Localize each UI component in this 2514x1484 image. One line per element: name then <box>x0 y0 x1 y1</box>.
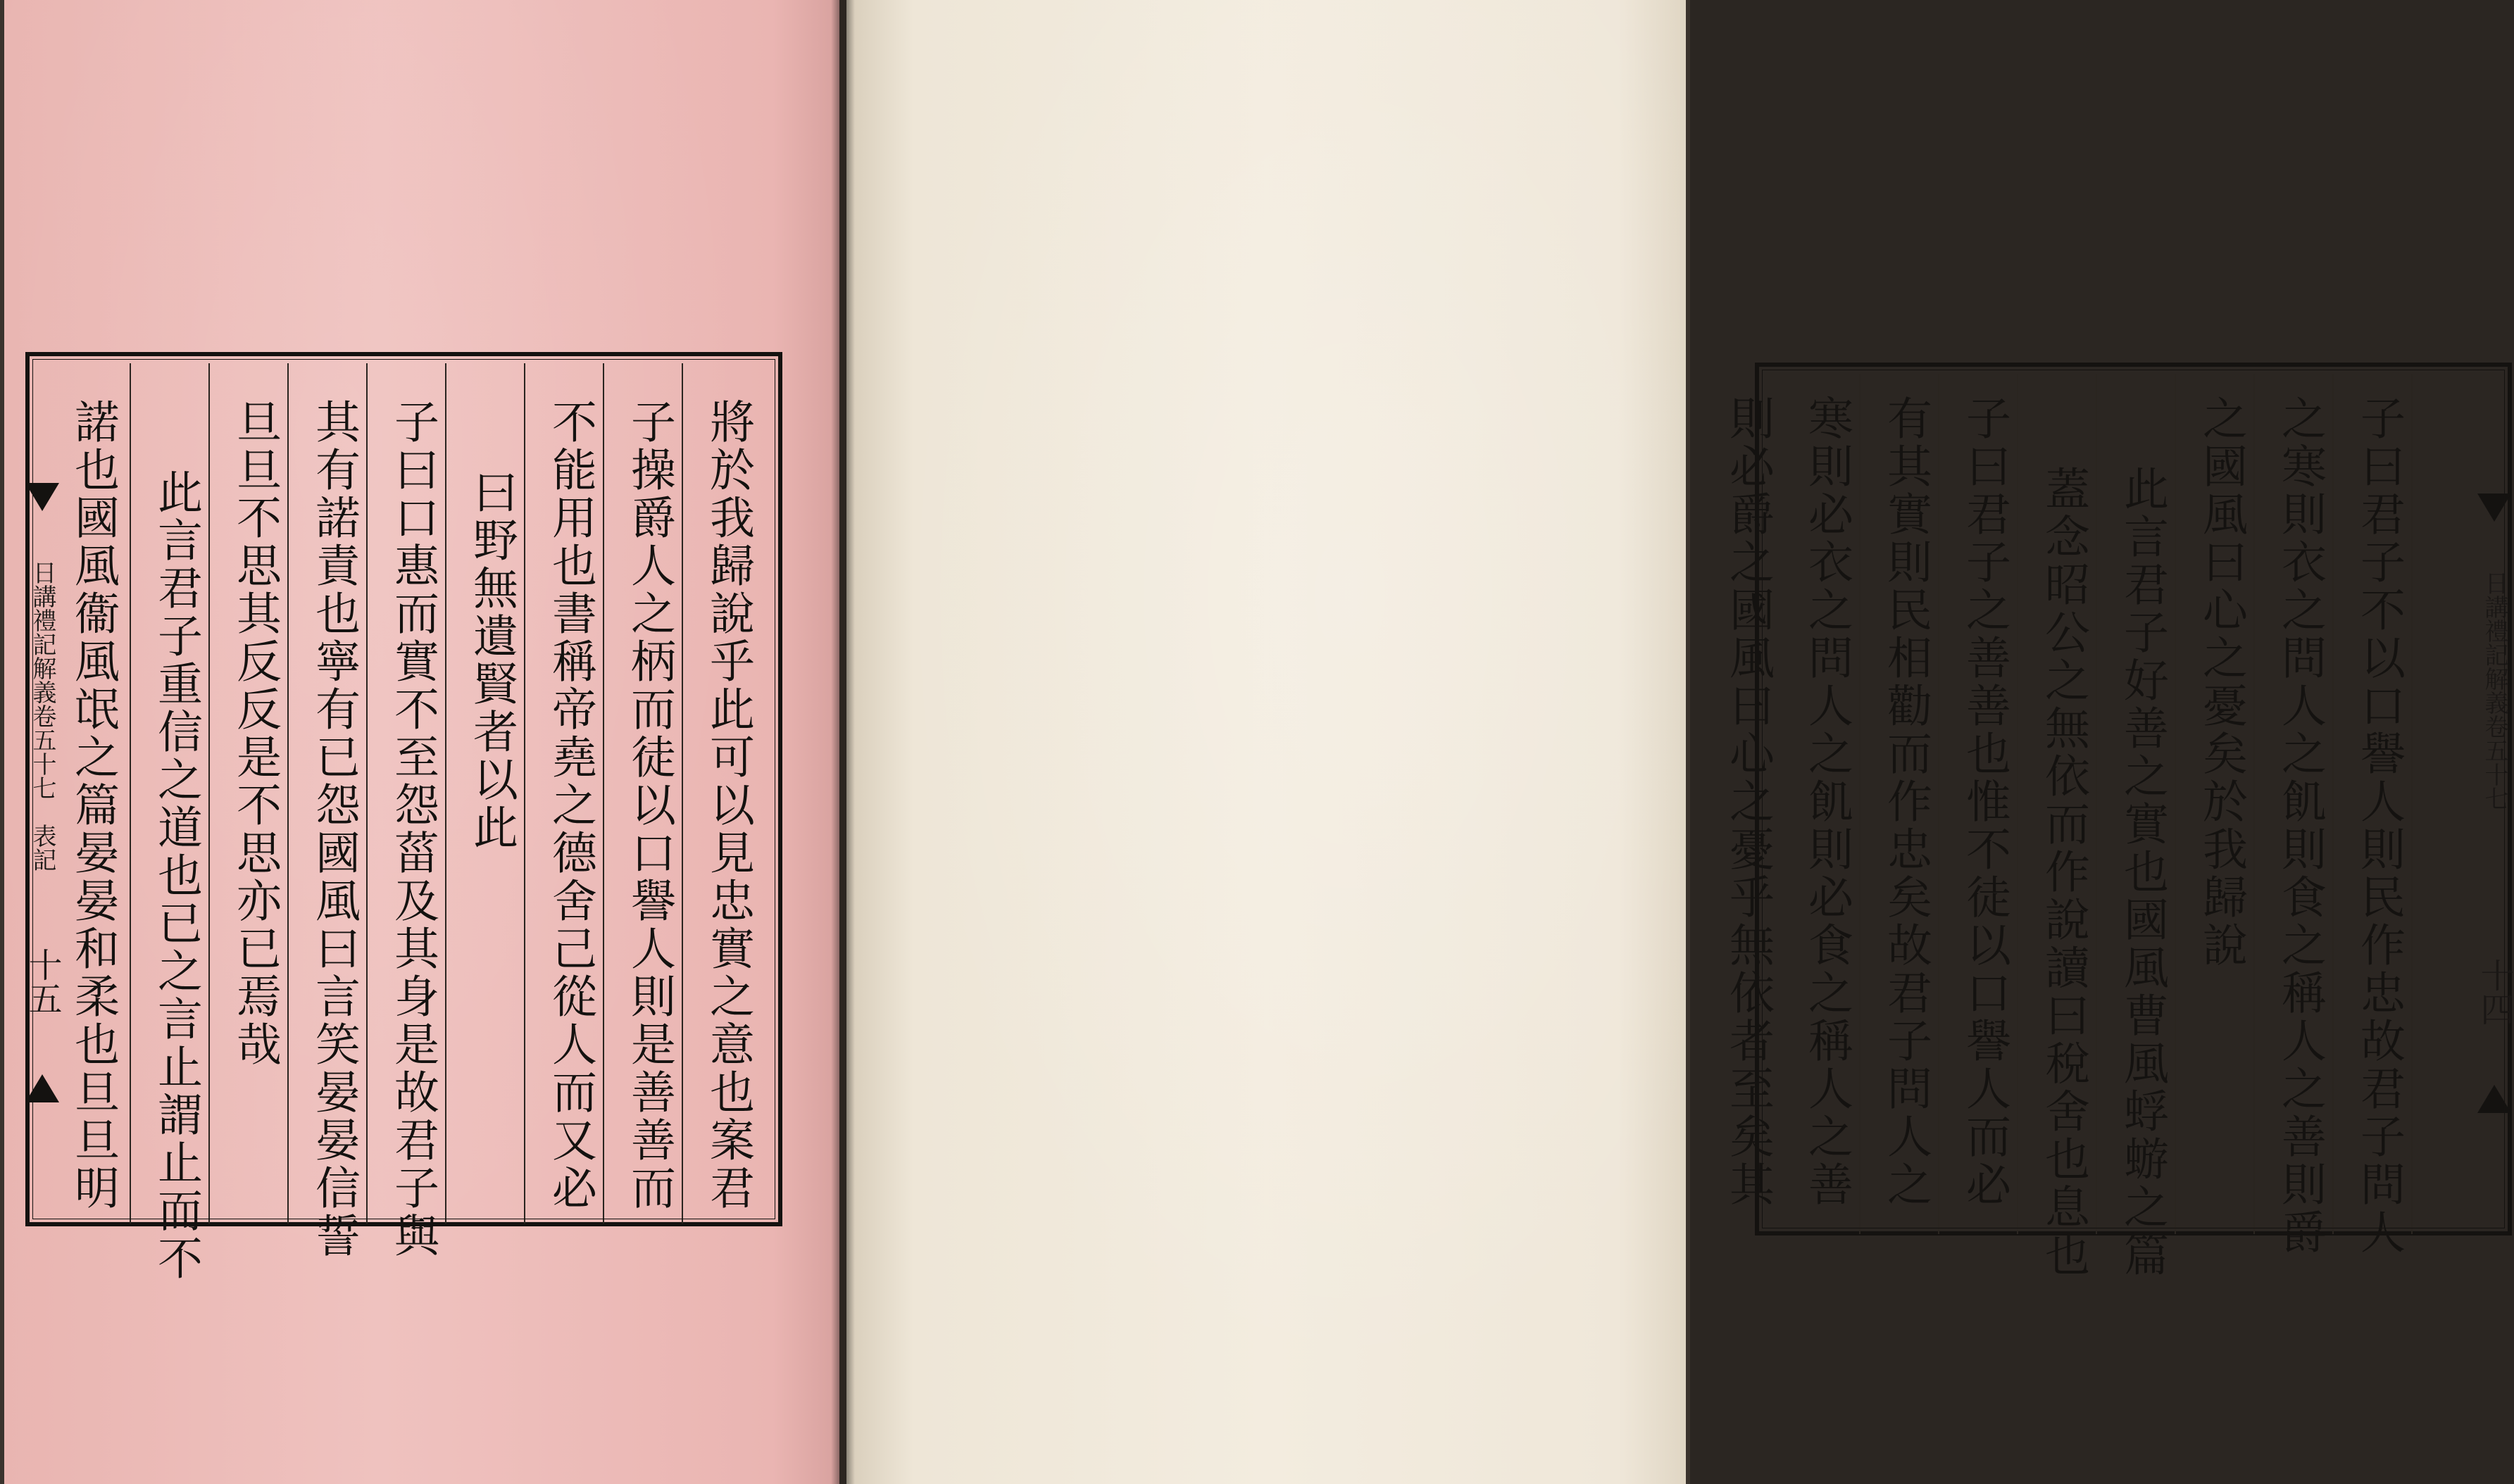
text-column: 其有諾責也寧有已怨國風曰言笑晏晏信誓 <box>308 398 360 1260</box>
column-rule <box>366 363 368 1224</box>
text-column: 旦旦不思其反反是不思亦已焉哉 <box>229 398 281 1069</box>
text-column: 蓋念昭公之無依而作說讀曰稅舍也息也 <box>2037 465 2089 1279</box>
text-column: 子曰口惠而實不至怨菑及其身是故君子與 <box>387 398 439 1260</box>
column-rule <box>2017 374 2018 1234</box>
folio-number: 十四 <box>2475 958 2514 1026</box>
fishtail-mark <box>2477 1085 2511 1113</box>
text-column: 子操爵人之柄而徒以口譽人則是善善而 <box>623 398 675 1212</box>
spine-shadow <box>831 0 839 1484</box>
column-rule <box>287 363 289 1224</box>
text-column: 諾也國風衞風氓之篇晏晏和柔也旦旦明 <box>67 398 119 1212</box>
left-page-frame <box>23 352 782 1283</box>
column-rule <box>2096 374 2097 1234</box>
column-rule <box>603 363 604 1224</box>
left-page <box>4 0 839 1484</box>
column-rule <box>1859 374 1861 1234</box>
text-column: 有其實則民相勸而作忠矣故君子問人之 <box>1880 395 1932 1209</box>
right-page-frame <box>1722 363 2514 1279</box>
spine-shadow <box>846 0 855 1484</box>
fishtail-mark <box>25 1074 59 1102</box>
text-column: 則必爵之國風曰心之憂乎無依者至矣其 <box>1722 395 1774 1209</box>
column-rule <box>682 363 683 1224</box>
text-column: 不能用也書稱帝堯之德舍己從人而又必 <box>544 398 596 1212</box>
column-rule <box>2332 374 2334 1234</box>
text-column: 此言君子重信之道也已之言止謂止而不 <box>150 469 202 1283</box>
text-column: 此言君子好善之實也國風曹風蜉蝣之篇 <box>2116 465 2168 1279</box>
banxin-title: 日講禮記解義卷五十七 <box>2480 571 2508 810</box>
right-page <box>846 0 2514 1484</box>
text-column: 子曰君子之善善也惟不徒以口譽人而必 <box>1958 395 2010 1209</box>
column-rule <box>445 363 446 1224</box>
column-rule <box>208 363 210 1224</box>
fishtail-mark <box>25 483 59 511</box>
column-rule <box>130 363 131 1224</box>
text-column: 曰野無遺賢者以此 <box>465 469 518 852</box>
banxin-title: 日講禮記解義卷五十七 表記 <box>28 560 56 872</box>
column-rule <box>1938 374 1939 1234</box>
text-column: 子曰君子不以口譽人則民作忠故君子問人 <box>2353 395 2405 1257</box>
text-column: 之國風曰心之憂矣於我歸說 <box>2195 395 2247 969</box>
column-rule <box>2175 374 2176 1234</box>
column-rule <box>524 363 525 1224</box>
column-rule <box>2411 374 2413 1234</box>
text-column: 之寒則衣之問人之飢則食之稱人之善則爵 <box>2274 395 2326 1257</box>
fishtail-mark <box>2477 493 2511 522</box>
folio-number: 十五 <box>23 948 62 1015</box>
text-column: 將於我歸說乎此可以見忠實之意也案君 <box>702 398 754 1212</box>
text-column: 寒則必衣之問人之飢則必食之稱人之善 <box>1801 395 1853 1209</box>
column-rule <box>2253 374 2255 1234</box>
